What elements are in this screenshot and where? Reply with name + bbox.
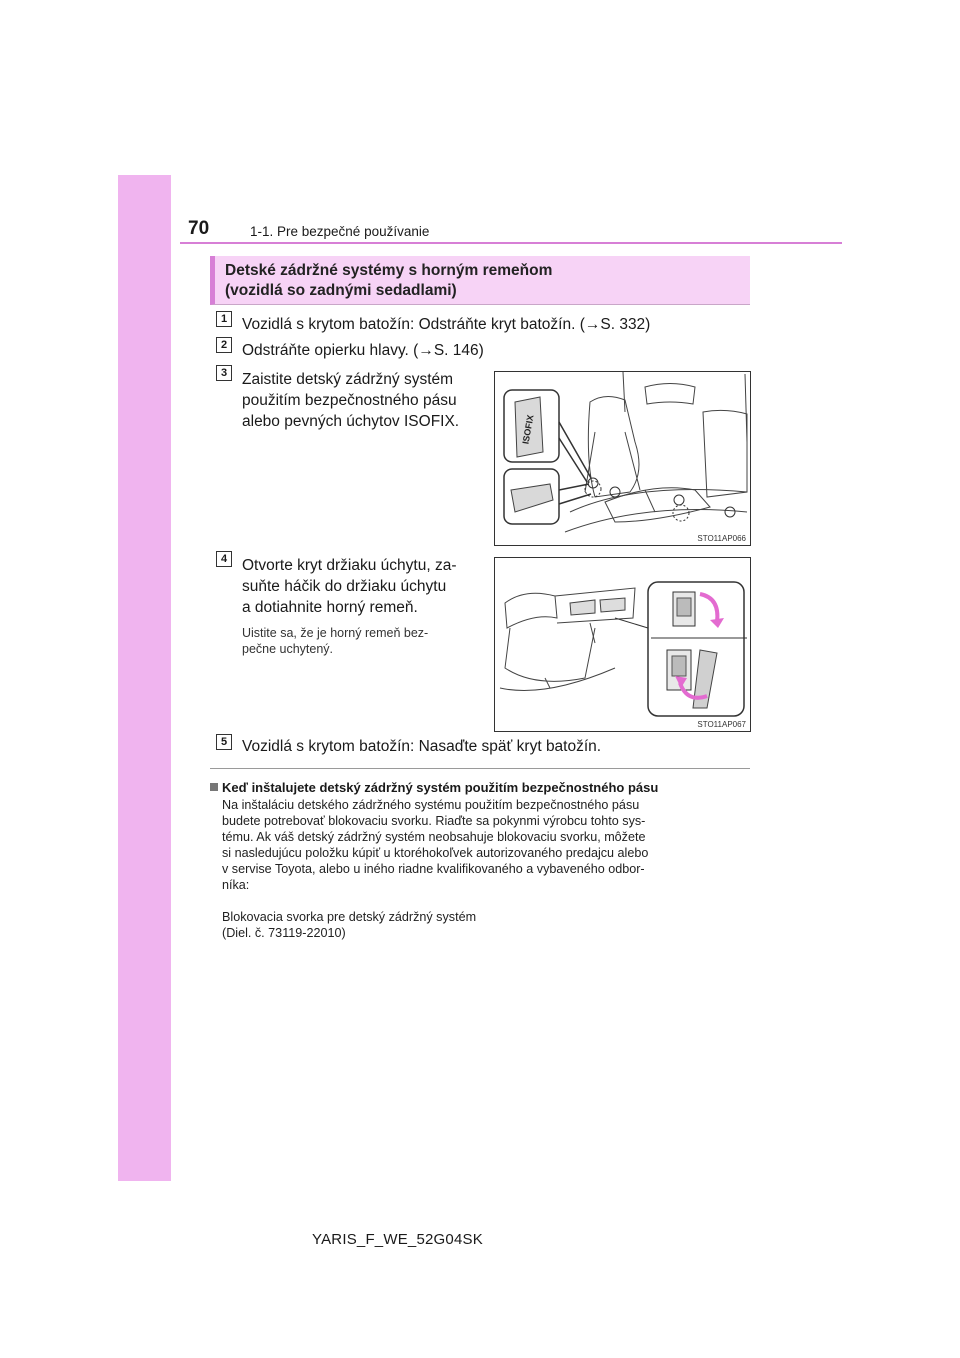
step-3-line: Zaistite detský zádržný systém — [242, 371, 454, 388]
step-2-badge: 2 — [216, 337, 232, 353]
side-tab-bar — [118, 175, 171, 1181]
step-4-note-line: Uistite sa, že je horný remeň bez- — [242, 626, 429, 640]
step-4-text — [242, 555, 477, 618]
page-number: 70 — [188, 218, 210, 239]
section-title: 1-1. Pre bezpečné používanie — [250, 224, 430, 239]
step-4-note — [242, 625, 477, 657]
isofix-label: ISOFIX — [520, 414, 536, 445]
banner-title-line2: (vozidlá so zadnými sedadlami) — [225, 282, 457, 299]
part-line: Blokovacia svorka pre detský zádržný systém — [222, 910, 477, 924]
figure-code: STO11AP067 — [697, 720, 746, 729]
anchor-bracket-figure — [494, 557, 751, 732]
step-3-text — [242, 369, 477, 432]
step-2-text: Odstráňte opierku hlavy. (→S. 146) — [242, 342, 484, 359]
step-4-note-line: pečne uchytený. — [242, 642, 334, 656]
info-line: tému. Ak váš detský zádržný systém neobsahuje blokovaciu svorku, môžete — [222, 830, 646, 844]
isofix-seat-figure — [494, 371, 751, 546]
step-1-text: Vozidlá s krytom batožín: Odstráňte kryt batožín. (→S. 332) — [242, 316, 651, 333]
step-4-badge: 4 — [216, 551, 232, 567]
bullet-square-icon — [210, 783, 218, 791]
step-3-badge: 3 — [216, 365, 232, 381]
info-heading — [210, 780, 658, 795]
step-4-line: a dotiahnite horný remeň. — [242, 599, 418, 616]
step-5-text: Vozidlá s krytom batožín: Nasaďte späť kryt batožín. — [242, 738, 602, 755]
info-line: budete potrebovať blokovaciu svorku. Riaďte sa pokynmi výrobcu tohto sys- — [222, 814, 646, 828]
info-heading-text: Keď inštalujete detský zádržný systém použitím bezpečnostného pásu — [222, 780, 659, 795]
anchor-bracket-illustration — [495, 558, 750, 731]
info-line: si nasledujúcu položku kúpiť u ktoréhokoľvek autorizovaného predajcu alebo — [222, 846, 649, 860]
step-4-line: Otvorte kryt držiaku úchytu, za- — [242, 557, 457, 574]
info-paragraph — [222, 797, 750, 893]
footer-code: YARIS_F_WE_52G04SK — [312, 1231, 483, 1248]
step-3-line: alebo pevných úchytov ISOFIX. — [242, 413, 460, 430]
info-line: Na inštaláciu detského zádržného systému použitím bezpečnostného pásu — [222, 798, 640, 812]
step-1-badge: 1 — [216, 311, 232, 327]
header-rule — [180, 242, 842, 244]
isofix-seat-illustration — [495, 372, 750, 545]
banner-title-line1: Detské zádržné systémy s horným remeňom — [225, 262, 553, 279]
step-3-line: použitím bezpečnostného pásu — [242, 392, 457, 409]
step-5-badge: 5 — [216, 734, 232, 750]
info-line: níka: — [222, 878, 250, 892]
part-number-block — [222, 909, 750, 941]
topic-banner — [210, 256, 750, 305]
section-divider — [210, 768, 750, 769]
step-4-line: suňte háčik do držiaku úchytu — [242, 578, 447, 595]
part-line: (Diel. č. 73119-22010) — [222, 926, 346, 940]
figure-code: STO11AP066 — [697, 534, 746, 543]
banner-title — [225, 261, 552, 301]
info-line: v servise Toyota, alebo u iného riadne kvalifikovaného a vybaveného odbor- — [222, 862, 645, 876]
